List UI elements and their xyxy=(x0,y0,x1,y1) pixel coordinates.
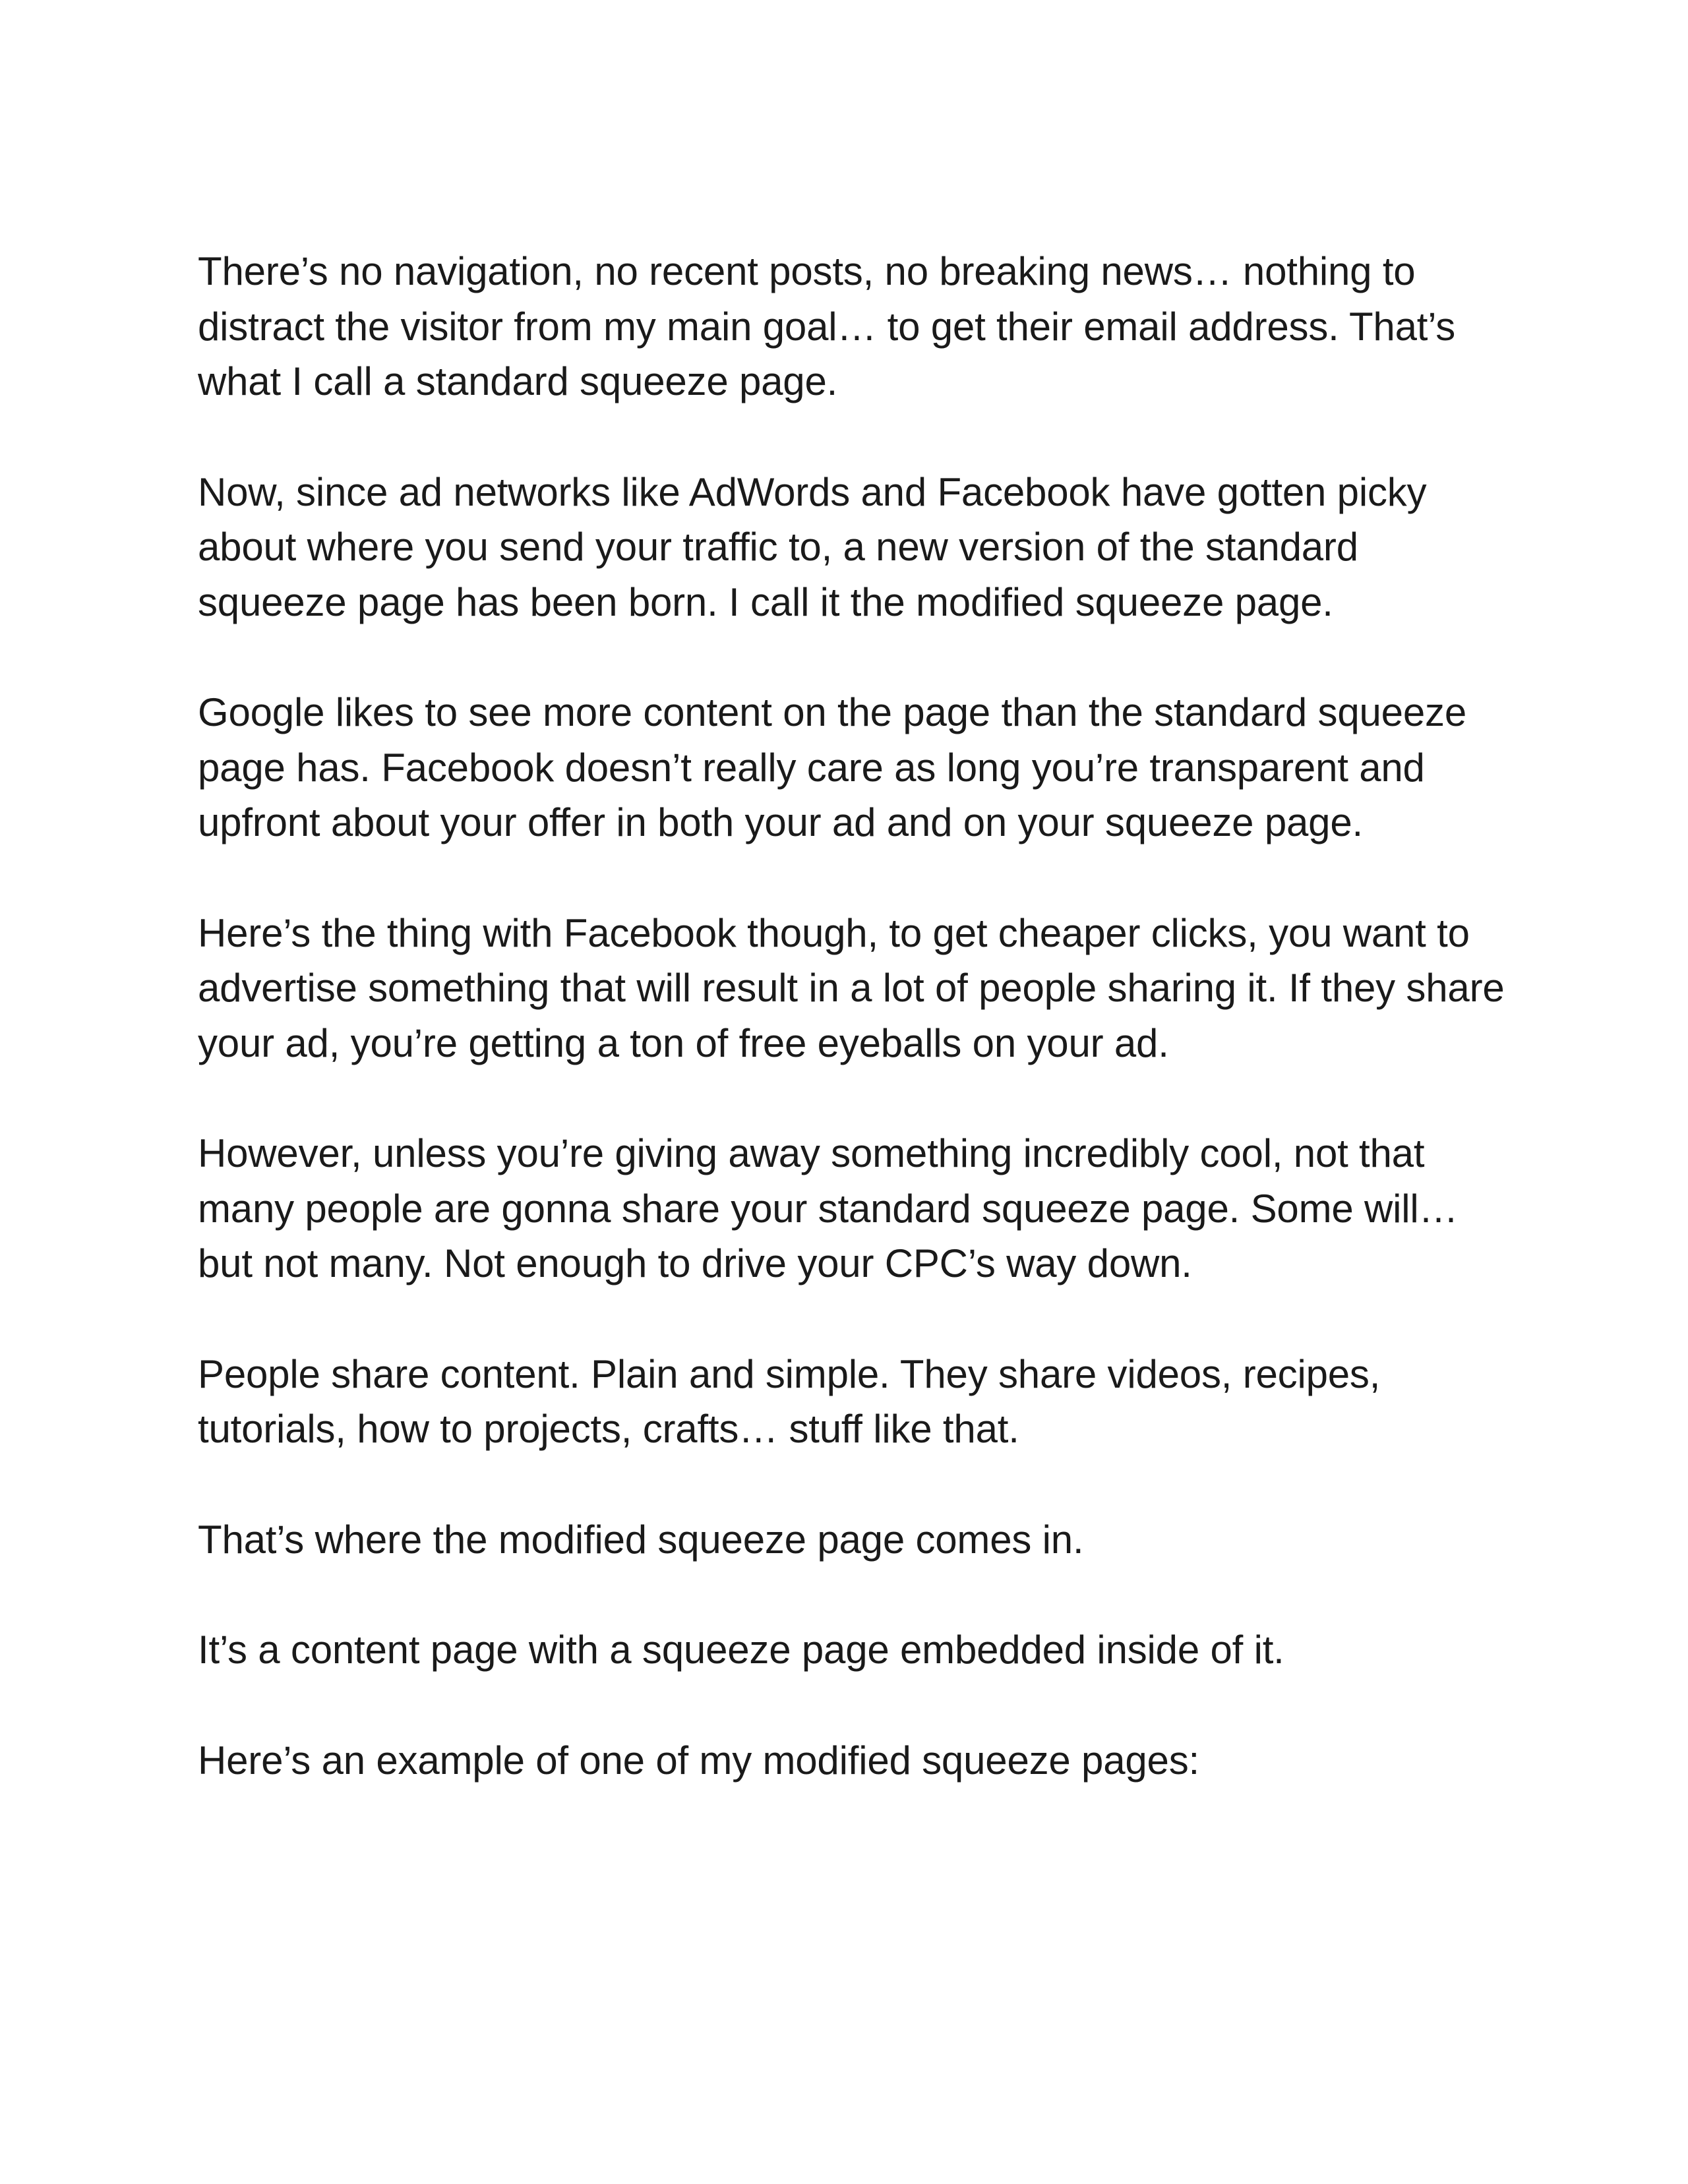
paragraph-line: There’s no navigation, no recent posts, no breaking news… nothing to xyxy=(198,249,1416,293)
paragraph-8 xyxy=(198,1622,1510,1678)
paragraph-line: People share content. Plain and simple. They share videos, recipes, xyxy=(198,1351,1381,1396)
paragraph-line: squeeze page has been born. I call it the modified squeeze page. xyxy=(198,579,1333,624)
paragraph-line: about where you send your traffic to, a new version of the standard xyxy=(198,525,1358,569)
paragraph-line: what I call a standard squeeze page. xyxy=(198,359,838,403)
paragraph-9 xyxy=(198,1733,1510,1788)
paragraph-7 xyxy=(198,1512,1510,1568)
paragraph-5 xyxy=(198,1126,1510,1291)
paragraph-line: many people are gonna share your standard squeeze page. Some will… xyxy=(198,1186,1459,1231)
paragraph-line: distract the visitor from my main goal… to get their email address. That’s xyxy=(198,304,1456,349)
paragraph-3 xyxy=(198,685,1510,850)
paragraph-2 xyxy=(198,465,1510,630)
paragraph-line: tutorials, how to projects, crafts… stuff like that. xyxy=(198,1407,1019,1451)
paragraph-line: Here’s the thing with Facebook though, to get cheaper clicks, you want to xyxy=(198,910,1470,955)
paragraph-line: but not many. Not enough to drive your CPC’s way down. xyxy=(198,1241,1192,1285)
paragraph-line: However, unless you’re giving away something incredibly cool, not that xyxy=(198,1131,1425,1175)
paragraph-4 xyxy=(198,906,1510,1071)
paragraph-line: advertise something that will result in a lot of people sharing it. If they share xyxy=(198,966,1505,1010)
paragraph-1 xyxy=(198,244,1510,409)
document-body xyxy=(198,244,1510,1843)
paragraph-line: It’s a content page with a squeeze page embedded inside of it. xyxy=(198,1628,1284,1672)
paragraph-line: Now, since ad networks like AdWords and Facebook have gotten picky xyxy=(198,469,1427,514)
paragraph-line: That’s where the modified squeeze page comes in. xyxy=(198,1517,1084,1562)
paragraph-line: Google likes to see more content on the page than the standard squeeze xyxy=(198,690,1466,734)
paragraph-line: Here’s an example of one of my modified squeeze pages: xyxy=(198,1738,1199,1783)
paragraph-line: your ad, you’re getting a ton of free eyeballs on your ad. xyxy=(198,1020,1169,1065)
paragraph-6 xyxy=(198,1347,1510,1457)
paragraph-line: page has. Facebook doesn’t really care as long you’re transparent and xyxy=(198,745,1425,790)
paragraph-line: upfront about your offer in both your ad and on your squeeze page. xyxy=(198,800,1363,844)
